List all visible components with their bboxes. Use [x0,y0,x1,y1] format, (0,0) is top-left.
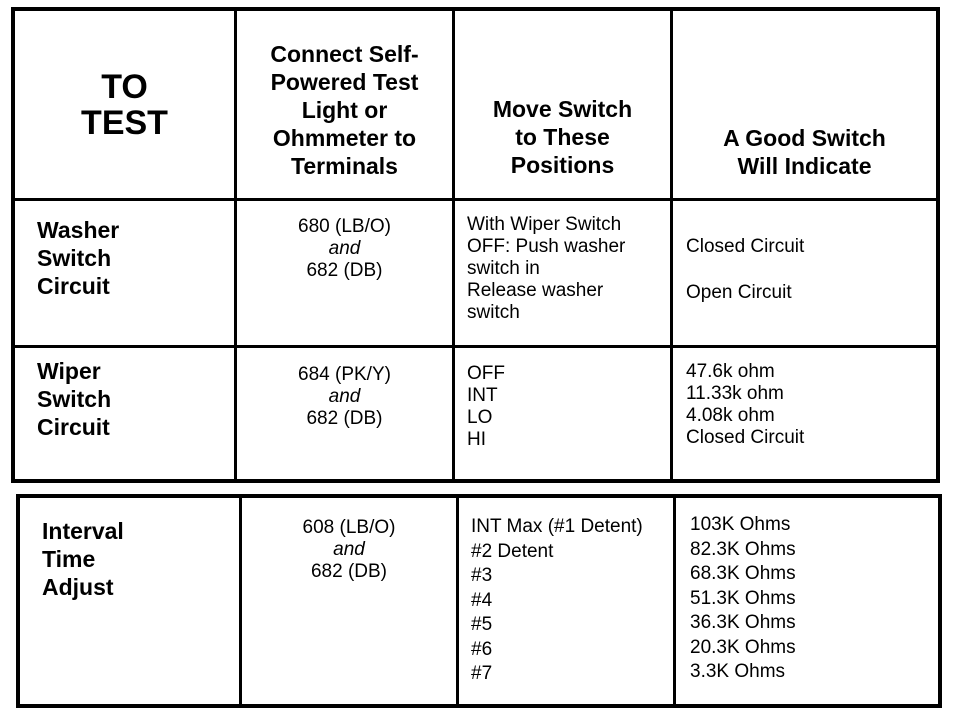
header-line: Powered Test [270,69,419,95]
divider [670,7,673,483]
terminal-conjunction: and [328,238,361,259]
header-to-test [15,11,234,198]
terminal-b: 682 (DB) [310,561,388,582]
result-line: Closed Circuit [686,236,805,257]
divider [11,198,940,201]
row-label-interval [42,517,232,601]
header-good-switch [673,124,936,184]
positions-washer [467,214,667,324]
result-line: 68.3K Ohms [690,563,796,584]
header-line: Terminals [291,153,398,179]
positions-interval [471,515,671,687]
label-line: Washer [37,217,120,243]
position-line: #7 [471,663,493,684]
result-line: Closed Circuit [686,427,805,448]
terminal-a: 680 (LB/O) [298,216,391,237]
header-line: Ohmmeter to [272,125,417,151]
position-line: #6 [471,638,493,660]
label-line: Interval [42,518,124,544]
row-label-wiper [37,357,227,441]
divider [452,7,455,483]
terminal-b: 682 (DB) [306,408,383,429]
header-line: to These [515,124,610,150]
position-line: #4 [471,589,493,611]
position-line: INT [467,385,498,406]
header-line: Positions [510,152,615,178]
header-line: TO [101,67,148,106]
header-line: A Good Switch [723,125,886,151]
terminals-interval [242,517,456,583]
divider [456,494,459,708]
position-line: #3 [471,565,493,586]
header-line: Light or [301,97,388,123]
label-line: Circuit [37,273,110,299]
label-line: Switch [37,245,112,271]
position-line: switch in [467,258,540,279]
position-line: INT Max (#1 Detent) [471,516,643,537]
label-line: Switch [37,386,112,412]
terminals-wiper [237,364,452,430]
terminal-a: 608 (LB/O) [302,517,396,538]
terminal-a: 684 (PK/Y) [298,364,391,385]
terminals-washer [237,216,452,282]
header-line: Move Switch [492,96,633,122]
position-line: LO [467,407,493,428]
label-line: Adjust [42,574,114,600]
divider [11,345,940,348]
row-label-washer [37,216,227,300]
result-line: 4.08k ohm [686,405,775,426]
position-line: With Wiper Switch [467,214,622,235]
terminal-conjunction: and [328,386,361,407]
result-line: 3.3K Ohms [690,661,786,682]
header-line: TEST [81,103,168,142]
result-line: 36.3K Ohms [690,612,796,633]
header-move-switch [455,95,670,185]
position-line: OFF [467,363,505,384]
results-interval [690,513,930,685]
result-line: 11.33k ohm [686,383,784,404]
result-line: 20.3K Ohms [690,636,796,658]
label-line: Time [42,546,96,572]
divider [673,494,676,708]
label-line: Wiper [37,358,101,384]
position-line: #2 Detent [471,540,554,562]
position-line: #5 [471,614,493,635]
results-washer [686,236,926,304]
header-line: Connect Self- [270,41,419,67]
positions-wiper [467,363,667,451]
result-line: 82.3K Ohms [690,538,796,560]
results-wiper [686,361,926,449]
result-line: 103K Ohms [690,514,791,535]
header-line: Will Indicate [737,153,872,179]
label-line: Circuit [37,414,110,440]
result-line: Open Circuit [686,282,792,303]
header-connect-terminals [237,40,452,188]
position-line: HI [467,429,486,450]
position-line: switch [467,302,520,323]
position-line: Release washer [467,280,604,301]
result-line: 51.3K Ohms [690,587,796,609]
terminal-conjunction: and [333,539,365,560]
result-line: 47.6k ohm [686,361,775,382]
position-line: OFF: Push washer [467,236,626,257]
terminal-b: 682 (DB) [306,260,383,281]
